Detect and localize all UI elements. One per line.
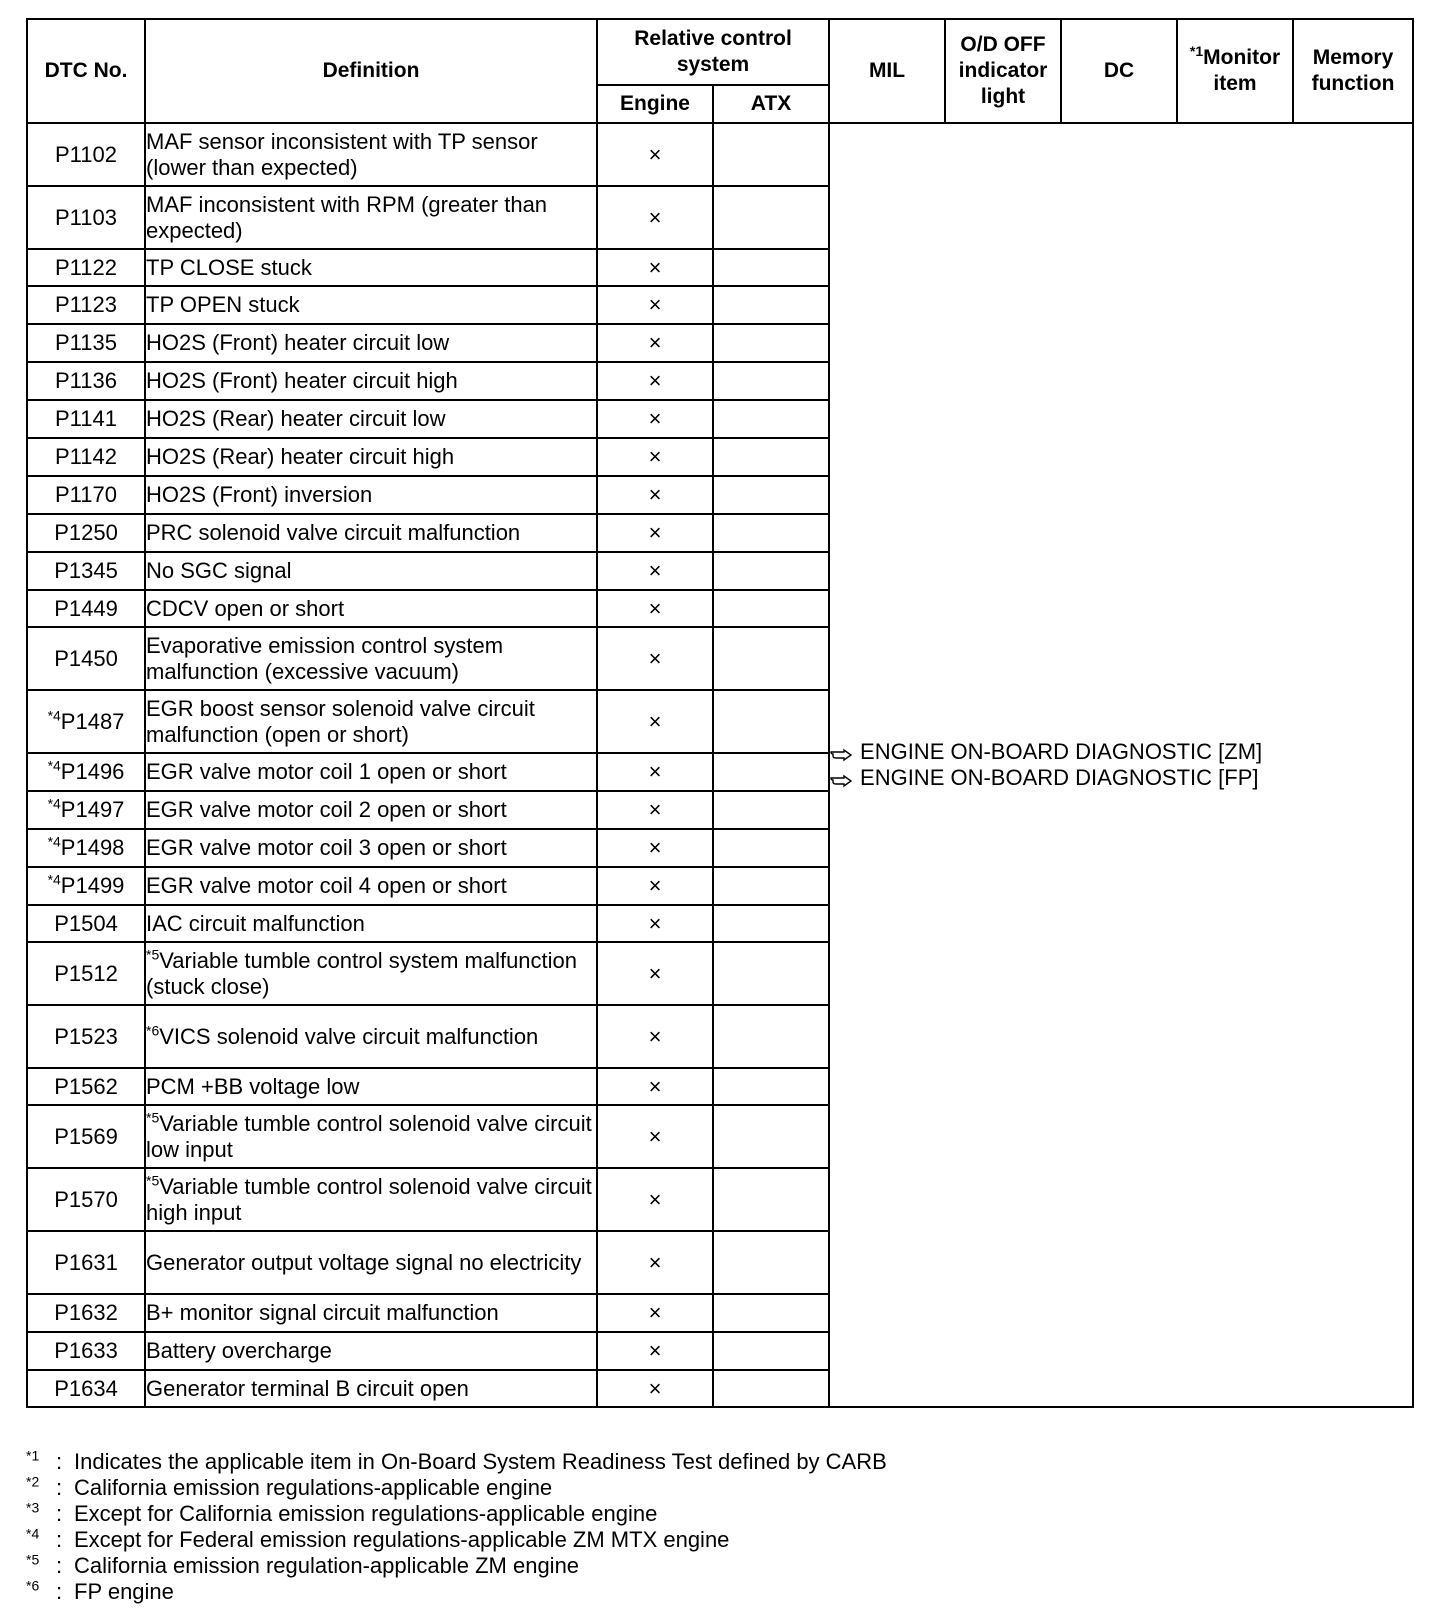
dtc-code: P1345 bbox=[54, 558, 118, 583]
footnote bbox=[26, 1449, 887, 1475]
definition-text: HO2S (Front) heater circuit low bbox=[146, 330, 450, 355]
definition-text: EGR valve motor coil 4 open or short bbox=[146, 873, 507, 898]
dtc-code-cell bbox=[27, 942, 145, 1005]
definition-cell bbox=[145, 400, 597, 438]
dtc-table bbox=[26, 18, 1414, 1408]
footnote-mark bbox=[26, 1579, 56, 1605]
monitor-footnote-mark: *1 bbox=[1189, 43, 1204, 59]
footnote-mark bbox=[26, 1475, 56, 1501]
dtc-code-cell bbox=[27, 1370, 145, 1407]
definition-text: B+ monitor signal circuit malfunction bbox=[146, 1300, 499, 1325]
definition-text: HO2S (Front) inversion bbox=[146, 482, 373, 507]
footnote bbox=[26, 1475, 887, 1501]
dtc-code-cell bbox=[27, 438, 145, 476]
dtc-code: P1497 bbox=[60, 797, 125, 822]
footnote-mark-text: *6 bbox=[26, 1577, 40, 1594]
dtc-code: P1141 bbox=[55, 406, 117, 431]
definition-cell bbox=[145, 324, 597, 362]
dtc-code-cell bbox=[27, 1105, 145, 1168]
engine-mark-cell: × bbox=[597, 1370, 713, 1407]
definition-cell bbox=[145, 1332, 597, 1370]
footnote-mark bbox=[26, 1553, 56, 1579]
dtc-code-cell bbox=[27, 791, 145, 829]
dtc-code: P1250 bbox=[54, 520, 118, 545]
atx-mark-cell bbox=[713, 1005, 829, 1068]
definition-text: Generator output voltage signal no electricity bbox=[146, 1249, 582, 1275]
engine-mark-cell: × bbox=[597, 1294, 713, 1332]
header-monitor-item bbox=[1177, 19, 1293, 123]
dtc-code: P1496 bbox=[60, 759, 125, 784]
definition-text: MAF inconsistent with RPM (greater than expected) bbox=[146, 191, 548, 243]
dtc-code: P1562 bbox=[54, 1073, 118, 1099]
dtc-code: P1449 bbox=[54, 595, 118, 621]
atx-mark-cell bbox=[713, 514, 829, 552]
dtc-code: P1102 bbox=[55, 141, 117, 167]
header-dtc-no: DTC No. bbox=[27, 19, 145, 123]
footnote-colon: : bbox=[56, 1475, 63, 1500]
definition-text: EGR valve motor coil 3 open or short bbox=[146, 835, 507, 860]
dtc-code-cell bbox=[27, 400, 145, 438]
footnote-text: Indicates the applicable item in On-Board System Readiness Test defined by CARB bbox=[74, 1449, 887, 1474]
definition-cell bbox=[145, 627, 597, 690]
dtc-code-cell bbox=[27, 362, 145, 400]
definition-text: EGR valve motor coil 2 open or short bbox=[146, 797, 507, 822]
definition-text: HO2S (Rear) heater circuit high bbox=[146, 444, 455, 469]
atx-mark-cell bbox=[713, 438, 829, 476]
definition-cell bbox=[145, 590, 597, 627]
dtc-code-cell bbox=[27, 690, 145, 753]
dtc-code-cell bbox=[27, 1168, 145, 1231]
reference-line-1 bbox=[830, 739, 1412, 765]
footnotes bbox=[26, 1449, 887, 1605]
engine-mark-cell: × bbox=[597, 123, 713, 186]
footnote bbox=[26, 1501, 887, 1527]
dtc-code: P1631 bbox=[54, 1249, 118, 1275]
definition-cell bbox=[145, 905, 597, 942]
definition-cell bbox=[145, 690, 597, 753]
dtc-code: P1499 bbox=[60, 873, 125, 898]
definition-cell bbox=[145, 753, 597, 791]
engine-mark-cell: × bbox=[597, 753, 713, 791]
footnote-colon: : bbox=[56, 1449, 63, 1474]
dtc-code: P1487 bbox=[60, 708, 125, 734]
footnote-colon: : bbox=[56, 1579, 63, 1604]
dtc-footnote-mark: *4 bbox=[47, 707, 61, 724]
definition-cell bbox=[145, 1005, 597, 1068]
dtc-code-cell bbox=[27, 905, 145, 942]
definition-footnote-mark: *5 bbox=[146, 1109, 160, 1126]
dtc-code-cell bbox=[27, 286, 145, 324]
engine-mark-cell: × bbox=[597, 590, 713, 627]
atx-mark-cell bbox=[713, 690, 829, 753]
definition-cell bbox=[145, 1168, 597, 1231]
header-memory-function: Memory function bbox=[1293, 19, 1413, 123]
definition-text: HO2S (Front) heater circuit high bbox=[146, 368, 458, 393]
definition-footnote-mark: *5 bbox=[146, 1172, 160, 1189]
dtc-code: P1569 bbox=[54, 1123, 118, 1149]
atx-mark-cell bbox=[713, 627, 829, 690]
definition-cell bbox=[145, 286, 597, 324]
dtc-footnote-mark: *4 bbox=[47, 871, 61, 888]
header-od-off: O/D OFF indicator light bbox=[945, 19, 1061, 123]
footnote-text: FP engine bbox=[74, 1579, 174, 1604]
definition-text: Evaporative emission control system malfunction (excessive vacuum) bbox=[146, 632, 504, 684]
definition-cell bbox=[145, 1068, 597, 1105]
dtc-code: P1498 bbox=[60, 835, 125, 860]
header-engine: Engine bbox=[597, 85, 713, 123]
footnote-mark bbox=[26, 1449, 56, 1475]
atx-mark-cell bbox=[713, 1294, 829, 1332]
dtc-code: P1123 bbox=[55, 292, 117, 317]
definition-cell bbox=[145, 942, 597, 1005]
footnote-colon: : bbox=[56, 1527, 63, 1552]
footnote-mark-text: *4 bbox=[26, 1525, 40, 1542]
engine-mark-cell: × bbox=[597, 1168, 713, 1231]
atx-mark-cell bbox=[713, 324, 829, 362]
definition-text: TP OPEN stuck bbox=[146, 292, 300, 317]
dtc-code-cell bbox=[27, 476, 145, 514]
atx-mark-cell bbox=[713, 400, 829, 438]
footnote-colon: : bbox=[56, 1553, 63, 1578]
dtc-code-cell bbox=[27, 552, 145, 590]
engine-mark-cell: × bbox=[597, 438, 713, 476]
definition-text: PRC solenoid valve circuit malfunction bbox=[146, 520, 521, 545]
dtc-code: P1512 bbox=[54, 960, 118, 986]
atx-mark-cell bbox=[713, 942, 829, 1005]
reference-cell bbox=[829, 123, 1413, 1407]
dtc-code: P1504 bbox=[54, 910, 118, 936]
dtc-code: P1523 bbox=[54, 1023, 118, 1049]
atx-mark-cell bbox=[713, 829, 829, 867]
footnote-text: Except for Federal emission regulations-applicable ZM MTX engine bbox=[74, 1527, 730, 1552]
definition-cell bbox=[145, 362, 597, 400]
atx-mark-cell bbox=[713, 1168, 829, 1231]
definition-cell bbox=[145, 791, 597, 829]
dtc-code-cell bbox=[27, 1231, 145, 1294]
dtc-code: P1170 bbox=[55, 482, 117, 507]
dtc-code-cell bbox=[27, 753, 145, 791]
dtc-code-cell bbox=[27, 627, 145, 690]
dtc-code-cell bbox=[27, 249, 145, 286]
engine-mark-cell: × bbox=[597, 942, 713, 1005]
definition-text: No SGC signal bbox=[146, 558, 292, 583]
footnote-text: California emission regulations-applicable engine bbox=[74, 1475, 553, 1500]
dtc-footnote-mark: *4 bbox=[47, 833, 61, 850]
definition-cell bbox=[145, 186, 597, 249]
dtc-code-cell bbox=[27, 186, 145, 249]
engine-mark-cell: × bbox=[597, 690, 713, 753]
dtc-code: P1450 bbox=[54, 645, 118, 671]
engine-mark-cell: × bbox=[597, 362, 713, 400]
definition-text: CDCV open or short bbox=[146, 595, 345, 621]
definition-cell bbox=[145, 438, 597, 476]
dtc-code-cell bbox=[27, 514, 145, 552]
atx-mark-cell bbox=[713, 1068, 829, 1105]
atx-mark-cell bbox=[713, 905, 829, 942]
footnote-mark-text: *3 bbox=[26, 1499, 40, 1516]
definition-footnote-mark: *6 bbox=[146, 1022, 160, 1039]
definition-cell bbox=[145, 1370, 597, 1407]
dtc-code: P1135 bbox=[55, 330, 117, 355]
footnote bbox=[26, 1553, 887, 1579]
header-atx: ATX bbox=[713, 85, 829, 123]
atx-mark-cell bbox=[713, 1332, 829, 1370]
definition-cell bbox=[145, 867, 597, 905]
dtc-code: P1632 bbox=[54, 1300, 118, 1325]
atx-mark-cell bbox=[713, 123, 829, 186]
atx-mark-cell bbox=[713, 476, 829, 514]
footnote-mark bbox=[26, 1501, 56, 1527]
definition-text: Generator terminal B circuit open bbox=[146, 1375, 469, 1401]
engine-mark-cell: × bbox=[597, 1005, 713, 1068]
dtc-footnote-mark: *4 bbox=[47, 757, 61, 774]
dtc-code: P1122 bbox=[55, 254, 117, 280]
dtc-code: P1103 bbox=[55, 204, 117, 230]
engine-mark-cell: × bbox=[597, 791, 713, 829]
atx-mark-cell bbox=[713, 1105, 829, 1168]
atx-mark-cell bbox=[713, 867, 829, 905]
dtc-code-cell bbox=[27, 1294, 145, 1332]
engine-mark-cell: × bbox=[597, 1231, 713, 1294]
atx-mark-cell bbox=[713, 186, 829, 249]
header-dc: DC bbox=[1061, 19, 1177, 123]
engine-mark-cell: × bbox=[597, 514, 713, 552]
atx-mark-cell bbox=[713, 552, 829, 590]
definition-cell bbox=[145, 123, 597, 186]
dtc-code-cell bbox=[27, 590, 145, 627]
definition-cell bbox=[145, 476, 597, 514]
engine-mark-cell: × bbox=[597, 286, 713, 324]
header-relative-control: Relative control system bbox=[597, 19, 829, 85]
definition-text: EGR boost sensor solenoid valve circuit malfunction (open or short) bbox=[146, 695, 535, 747]
atx-mark-cell bbox=[713, 791, 829, 829]
definition-text: MAF sensor inconsistent with TP sensor (lower than expected) bbox=[146, 128, 538, 180]
engine-mark-cell: × bbox=[597, 627, 713, 690]
footnote-colon: : bbox=[56, 1501, 63, 1526]
engine-mark-cell: × bbox=[597, 186, 713, 249]
atx-mark-cell bbox=[713, 362, 829, 400]
header-definition: Definition bbox=[145, 19, 597, 123]
dtc-code: P1570 bbox=[54, 1186, 118, 1212]
engine-mark-cell: × bbox=[597, 1105, 713, 1168]
engine-mark-cell: × bbox=[597, 1332, 713, 1370]
dtc-code-cell bbox=[27, 829, 145, 867]
definition-cell bbox=[145, 1231, 597, 1294]
dtc-code-cell bbox=[27, 1068, 145, 1105]
dtc-code: P1633 bbox=[54, 1338, 118, 1363]
atx-mark-cell bbox=[713, 286, 829, 324]
dtc-code: P1142 bbox=[55, 444, 117, 469]
definition-text: VICS solenoid valve circuit malfunction bbox=[159, 1023, 539, 1049]
engine-mark-cell: × bbox=[597, 867, 713, 905]
monitor-label: Monitor item bbox=[1203, 46, 1281, 95]
definition-cell bbox=[145, 552, 597, 590]
reference-line-2 bbox=[830, 765, 1412, 791]
engine-mark-cell: × bbox=[597, 552, 713, 590]
footnote bbox=[26, 1579, 887, 1605]
pointing-hand-icon bbox=[830, 774, 852, 786]
dtc-code-cell bbox=[27, 867, 145, 905]
engine-mark-cell: × bbox=[597, 400, 713, 438]
dtc-code-cell bbox=[27, 123, 145, 186]
dtc-code: P1136 bbox=[55, 368, 117, 393]
engine-mark-cell: × bbox=[597, 476, 713, 514]
pointing-hand-icon bbox=[830, 748, 852, 760]
footnote-text: Except for California emission regulations-applicable engine bbox=[74, 1501, 658, 1526]
definition-text: IAC circuit malfunction bbox=[146, 910, 365, 936]
engine-mark-cell: × bbox=[597, 324, 713, 362]
definition-text: HO2S (Rear) heater circuit low bbox=[146, 406, 446, 431]
atx-mark-cell bbox=[713, 590, 829, 627]
engine-mark-cell: × bbox=[597, 249, 713, 286]
footnote bbox=[26, 1527, 887, 1553]
engine-mark-cell: × bbox=[597, 1068, 713, 1105]
footnote-mark-text: *5 bbox=[26, 1551, 40, 1568]
definition-cell bbox=[145, 1294, 597, 1332]
table-row bbox=[27, 123, 1413, 186]
dtc-table-body bbox=[27, 123, 1413, 1407]
definition-text: Battery overcharge bbox=[146, 1338, 332, 1363]
atx-mark-cell bbox=[713, 1231, 829, 1294]
header-mil: MIL bbox=[829, 19, 945, 123]
definition-text: PCM +BB voltage low bbox=[146, 1073, 360, 1099]
dtc-code-cell bbox=[27, 1332, 145, 1370]
definition-text: Variable tumble control solenoid valve circuit low input bbox=[146, 1110, 592, 1162]
engine-mark-cell: × bbox=[597, 829, 713, 867]
definition-text: EGR valve motor coil 1 open or short bbox=[146, 759, 507, 784]
definition-text: TP CLOSE stuck bbox=[146, 254, 312, 280]
atx-mark-cell bbox=[713, 753, 829, 791]
definition-cell bbox=[145, 1105, 597, 1168]
definition-footnote-mark: *5 bbox=[146, 946, 160, 963]
footnote-mark-text: *2 bbox=[26, 1473, 40, 1490]
dtc-code: P1634 bbox=[54, 1375, 118, 1401]
footnote-mark bbox=[26, 1527, 56, 1553]
definition-text: Variable tumble control solenoid valve circuit high input bbox=[146, 1173, 592, 1225]
engine-mark-cell: × bbox=[597, 905, 713, 942]
footnote-text: California emission regulation-applicable ZM engine bbox=[74, 1553, 580, 1578]
reference-text: ENGINE ON-BOARD DIAGNOSTIC [ZM] bbox=[860, 739, 1263, 764]
dtc-footnote-mark: *4 bbox=[47, 795, 61, 812]
atx-mark-cell bbox=[713, 1370, 829, 1407]
reference-text: ENGINE ON-BOARD DIAGNOSTIC [FP] bbox=[860, 765, 1259, 790]
dtc-code-cell bbox=[27, 324, 145, 362]
definition-text: Variable tumble control system malfunction (stuck close) bbox=[146, 947, 578, 999]
definition-cell bbox=[145, 829, 597, 867]
dtc-code-cell bbox=[27, 1005, 145, 1068]
definition-cell bbox=[145, 249, 597, 286]
footnote-mark-text: *1 bbox=[26, 1447, 40, 1464]
atx-mark-cell bbox=[713, 249, 829, 286]
definition-cell bbox=[145, 514, 597, 552]
